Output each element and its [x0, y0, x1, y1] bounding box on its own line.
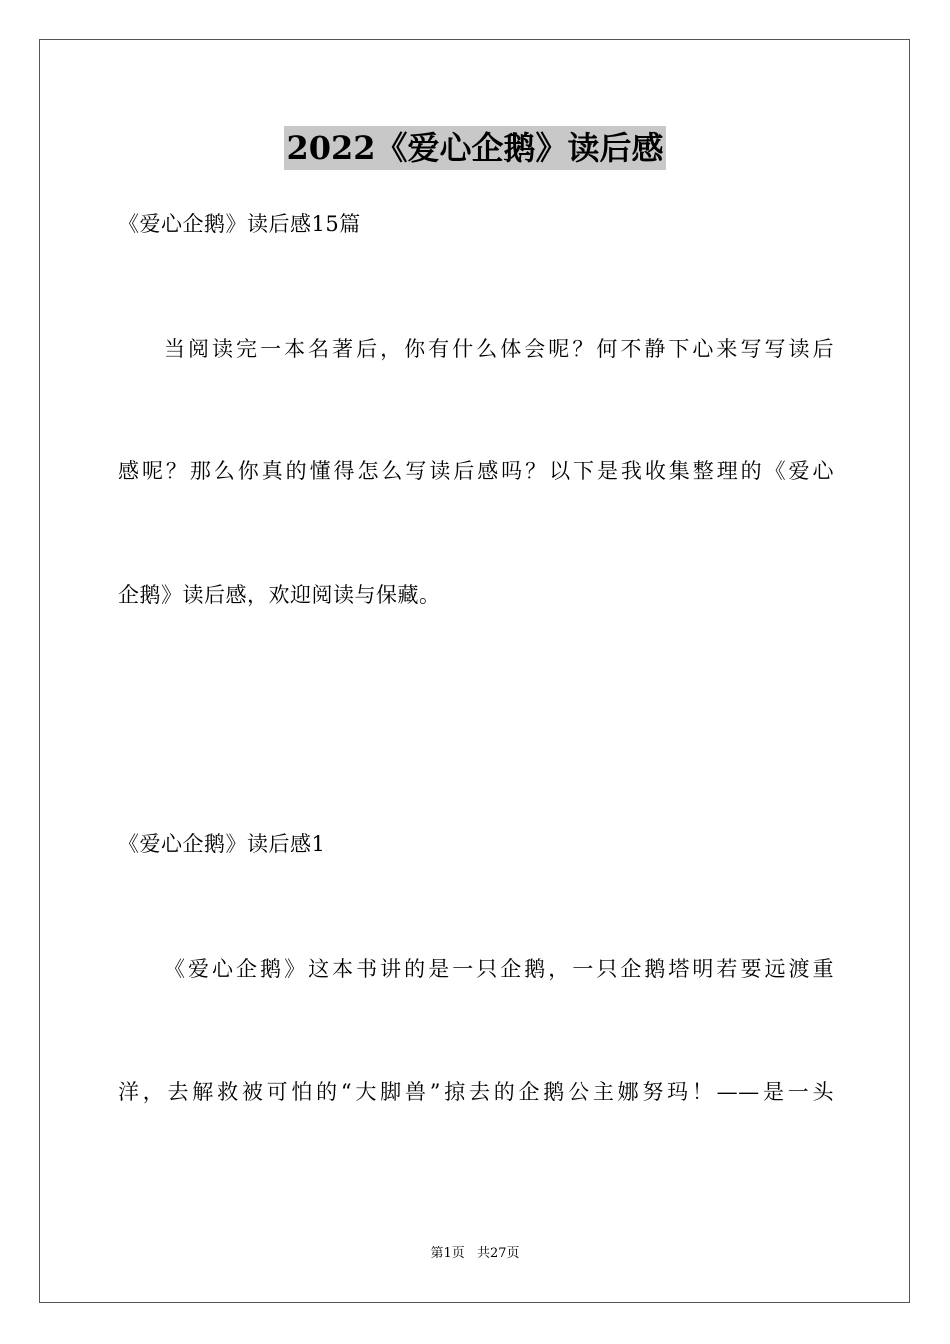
- intro-paragraph-line-3: 企鹅》读后感，欢迎阅读与保藏。: [118, 583, 441, 607]
- intro-paragraph-line-2: 感呢？那么你真的懂得怎么写读后感吗？以下是我收集整理的《爱心: [118, 459, 834, 483]
- page-number: 第1页: [430, 1246, 465, 1261]
- page-footer: [0, 1245, 950, 1263]
- page-total: 共27页: [476, 1246, 520, 1261]
- section-heading: 《爱心企鹅》读后感1: [118, 832, 326, 856]
- title-container: [0, 126, 950, 170]
- document-subtitle: 《爱心企鹅》读后感15篇: [118, 212, 361, 236]
- section-paragraph-line-2: 洋，去解救被可怕的“大脚兽”掠去的企鹅公主娜努玛！——是一头: [118, 1080, 834, 1104]
- section-paragraph-line-1: 《爱心企鹅》这本书讲的是一只企鹅，一只企鹅塔明若要远渡重: [164, 957, 834, 981]
- document-title: 2022《爱心企鹅》读后感: [284, 126, 665, 170]
- intro-paragraph-line-1: 当阅读完一本名著后，你有什么体会呢？何不静下心来写写读后: [164, 337, 834, 361]
